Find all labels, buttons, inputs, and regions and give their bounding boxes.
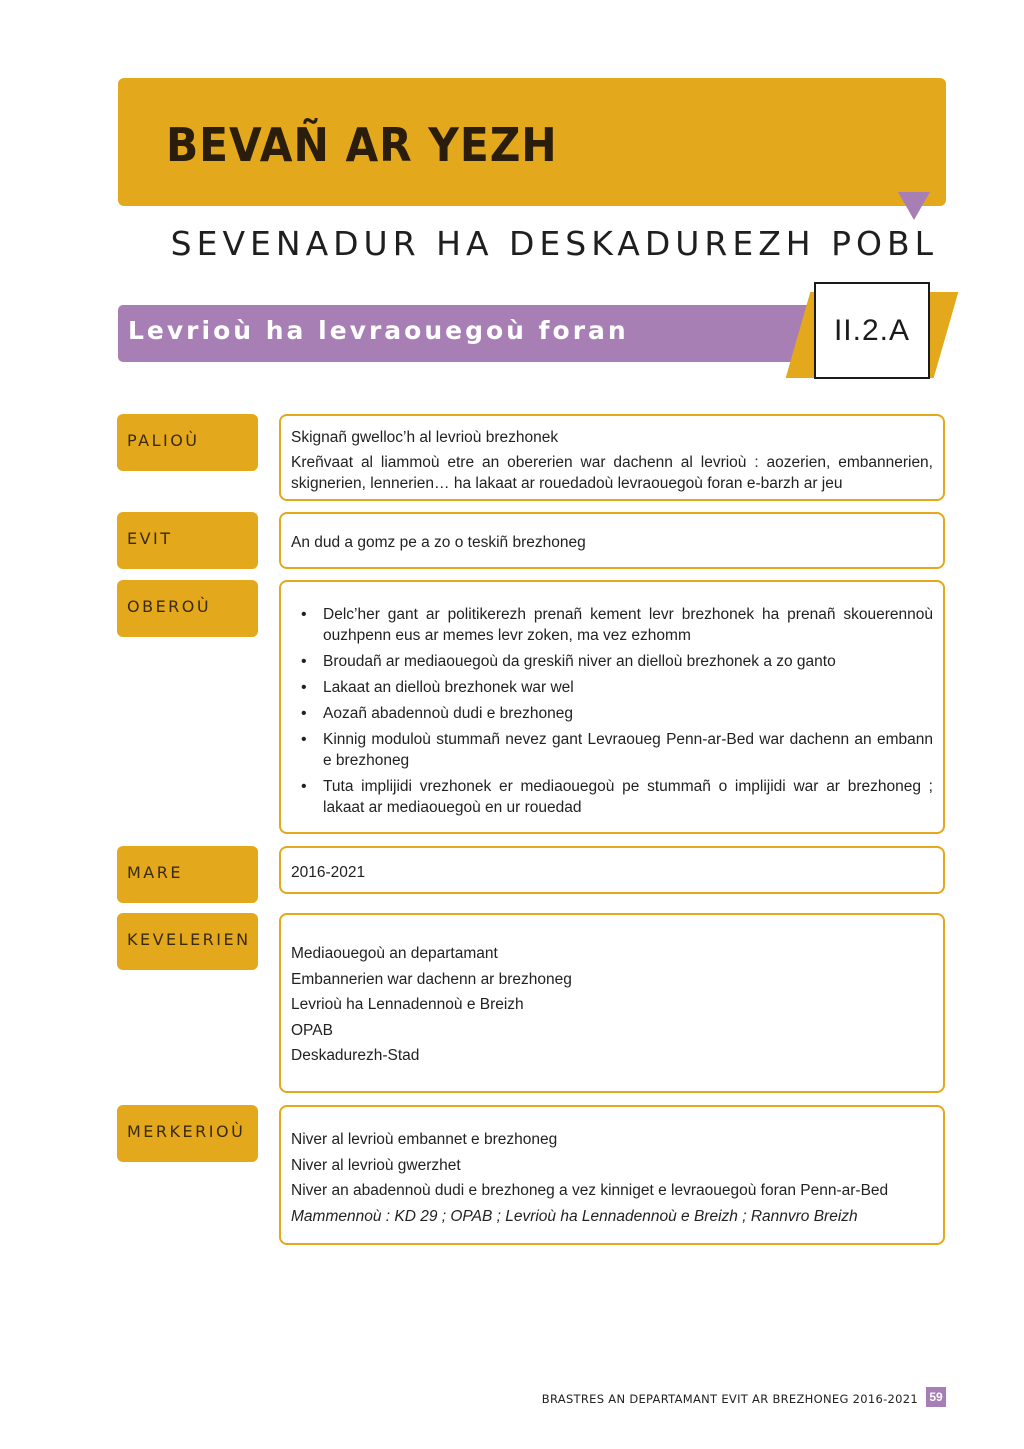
sources-line: Mammennoù : KD 29 ; OPAB ; Levrioù ha Lennadennoù e Breizh ; Rannvro Breizh [291, 1207, 858, 1225]
label-merkerioù: MERKERIOÙ [117, 1105, 258, 1162]
list-item: Niver al levrioù gwerzhet [291, 1156, 461, 1174]
triangle-marker-icon [898, 192, 930, 220]
section-title: Levrioù ha levraouegoù foran [128, 316, 629, 345]
box-mare [279, 846, 945, 894]
label-kevelerien: KEVELERIEN [117, 913, 258, 970]
list-item: • Kinnig moduloù stummañ nevez gant Levraoueg Penn-ar-Bed war dachenn an embann e brezhoneg [291, 729, 933, 771]
box-kevelerien [279, 913, 945, 1093]
list-item: • Broudañ ar mediaouegoù da greskiñ niver an dielloù brezhonek a zo ganto [291, 651, 933, 672]
label-oberoù: OBEROÙ [117, 580, 258, 637]
box-oberoù [279, 580, 945, 834]
label-mare: MARE [117, 846, 258, 903]
page-number: 59 [926, 1387, 946, 1407]
page-title: BEVAÑ AR YEZH [166, 118, 558, 172]
list-item: • Aozañ abadennoù dudi e brezhoneg [291, 703, 933, 724]
list-item: Levrioù ha Lennadennoù e Breizh [291, 996, 524, 1013]
box-merkerioù [279, 1105, 945, 1245]
oberoù-list [291, 604, 933, 818]
list-item: OPAB [291, 1021, 333, 1039]
list-item: Mediaouegoù an departamant [291, 945, 498, 962]
mare-text: 2016-2021 [291, 864, 366, 881]
box-palioù [279, 414, 945, 501]
list-item: • Tuta implijidi vrezhonek er mediaouegoù pe stummañ o implijidi war ar brezhoneg ; lakaat ar mediaouegoù en ur rouedad [291, 776, 933, 818]
evit-text: An dud a gomz pe a zo o teskiñ brezhoneg [291, 534, 586, 551]
list-item: Niver an abadennoù dudi e brezhoneg a vez kinniget e levraouegoù foran Penn-ar-Bed [291, 1182, 889, 1199]
palioù-line-2: Kreñvaat al liammoù etre an obererien war dachenn al levrioù : aozerien, embannerien, skignerien, lennerien… ha lakaat ar rouedadoù levraouegoù foran e-barzh ar jeu [291, 454, 933, 492]
list-item: Niver al levrioù embannet e brezhoneg [291, 1131, 558, 1148]
list-item: • Lakaat an dielloù brezhonek war wel [291, 677, 933, 698]
page-subtitle: SEVENADUR HA DESKADUREZH POBL [170, 224, 938, 263]
label-evit: EVIT [117, 512, 258, 569]
palioù-line-1: Skignañ gwelloc’h al levrioù brezhonek [291, 429, 559, 446]
label-palioù: PALIOÙ [117, 414, 258, 471]
box-evit [279, 512, 945, 569]
section-code: II.2.A [814, 282, 930, 379]
footer-text: BRASTRES AN DEPARTAMANT EVIT AR BREZHONEG 2016-2021 [541, 1392, 918, 1406]
list-item: • Delc’her gant ar politikerezh prenañ kement levr brezhonek ha prenañ skouerennoù ouzhpenn eus ar memes levr zoken, ma vez ezhomm [291, 604, 933, 646]
list-item: Embannerien war dachenn ar brezhoneg [291, 970, 572, 988]
list-item: Deskadurezh-Stad [291, 1047, 420, 1064]
